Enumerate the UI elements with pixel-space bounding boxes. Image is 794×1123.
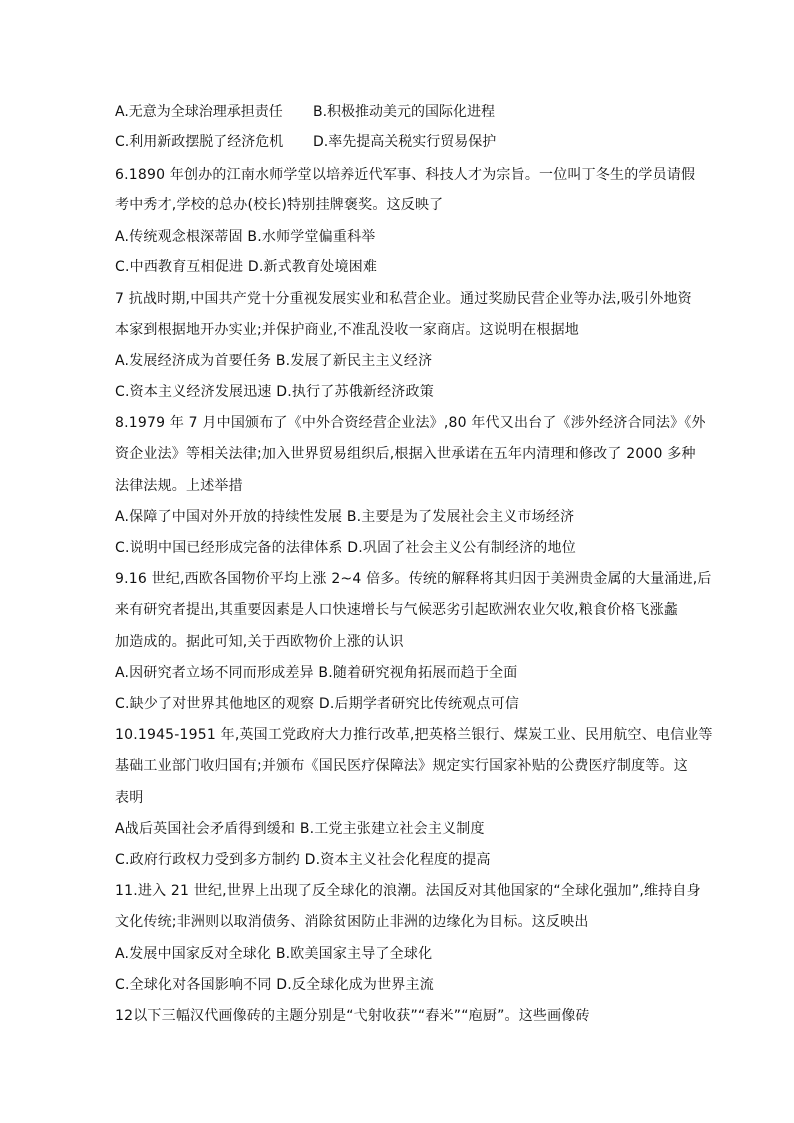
q8-options-ab[interactable]: A.保障了中国对外开放的持续性发展 B.主要是为了发展社会主义市场经济: [115, 509, 575, 525]
q5-option-b[interactable]: B.积极推动美元的国际化进程: [313, 104, 496, 120]
q8-options-cd[interactable]: C.说明中国已经形成完备的法律体系 D.巩固了社会主义公有制经济的地位: [115, 540, 576, 556]
q11-options-cd[interactable]: C.全球化对各国影响不同 D.反全球化成为世界主流: [115, 977, 434, 993]
q5-option-c[interactable]: C.利用新政摆脱了经济危机: [115, 134, 284, 150]
q5-option-d[interactable]: D.率先提高关税实行贸易保护: [313, 134, 497, 150]
q5-option-a[interactable]: A.无意为全球治理承担责任: [115, 104, 283, 120]
q7-options-cd[interactable]: C.资本主义经济发展迅速 D.执行了苏俄新经济政策: [115, 384, 434, 400]
q9-stem-line-2: 来有研究者提出,其重要因素是人口快速增长与气候恶劣引起欧洲农业欠收,粮食价格飞涨蠡: [115, 602, 679, 618]
q11-stem-line-1: 11.进入 21 世纪,世界上出现了反全球化的浪潮。法国反对其他国家的“全球化强加”,维持自身: [115, 883, 701, 899]
q12-stem-line-1: 12以下三幅汉代画像砖的主题分别是“弋射收获”“舂米”“庖厨”。这些画像砖: [115, 1008, 590, 1024]
q8-stem-line-1: 8.1979 年 7 月中国颁布了《中外合资经营企业法》,80 年代又出台了《涉外经济合同法》《外: [115, 415, 706, 431]
q10-stem-line-3: 表明: [115, 790, 144, 806]
q5-options-row-2: [115, 132, 685, 152]
q7-stem-line-1: 7 抗战时期,中国共产党十分重视发展实业和私营企业。通过奖励民营企业等办法,吸引外地资: [115, 291, 692, 307]
q8-stem-line-2: 资企业法》等相关法律;加入世界贸易组织后,根据入世承诺在五年内清理和修改了 2000 多种: [115, 446, 696, 462]
q9-options-cd[interactable]: C.缺少了对世界其他地区的观察 D.后期学者研究比传统观点可信: [115, 696, 520, 712]
q8-stem-line-3: 法律法规。上述举措: [115, 478, 243, 494]
q9-options-ab[interactable]: A.因研究者立场不同而形成差异 B.随着研究视角拓展而趋于全面: [115, 665, 518, 681]
q11-stem-line-2: 文化传统;非洲则以取消债务、消除贫困防止非洲的边缘化为目标。这反映出: [115, 914, 589, 930]
q10-options-ab[interactable]: A战后英国社会矛盾得到缓和 B.工党主张建立社会主义制度: [115, 821, 485, 837]
q5-options-row-1: [115, 102, 685, 122]
q9-stem-line-3: 加造成的。据此可知,关于西欧物价上涨的认识: [115, 634, 404, 650]
q6-options-cd[interactable]: C.中西教育互相促进 D.新式教育处境困难: [115, 259, 378, 275]
q10-stem-line-1: 10.1945-1951 年,英国工党政府大力推行改革,把英格兰银行、煤炭工业、民用航空、电信业等: [115, 727, 713, 743]
q6-options-ab[interactable]: A.传统观念根深蒂固 B.水师学堂偏重科举: [115, 229, 376, 245]
q7-options-ab[interactable]: A.发展经济成为首要任务 B.发展了新民主主义经济: [115, 353, 433, 369]
q9-stem-line-1: 9.16 世纪,西欧各国物价平均上涨 2~4 倍多。传统的解释将其归因于美洲贵金属的大量涌进,后: [115, 571, 712, 587]
q10-stem-line-2: 基础工业部门收归国有;并颁布《国民医疗保障法》规定实行国家补贴的公费医疗制度等。这: [115, 758, 688, 774]
q7-stem-line-2: 本家到根据地开办实业;并保护商业,不准乱没收一家商店。这说明在根据地: [115, 322, 579, 338]
q11-options-ab[interactable]: A.发展中国家反对全球化 B.欧美国家主导了全球化: [115, 946, 433, 962]
q10-options-cd[interactable]: C.政府行政权力受到多方制约 D.资本主义社会化程度的提高: [115, 852, 491, 868]
q6-stem-line-2: 考中秀才,学校的总办(校长)特别挂牌褒奖。这反映了: [115, 197, 444, 213]
q6-stem-line-1: 6.1890 年创办的江南水师学堂以培养近代军事、科技人才为宗旨。一位叫丁冬生的学员请假: [115, 167, 696, 183]
